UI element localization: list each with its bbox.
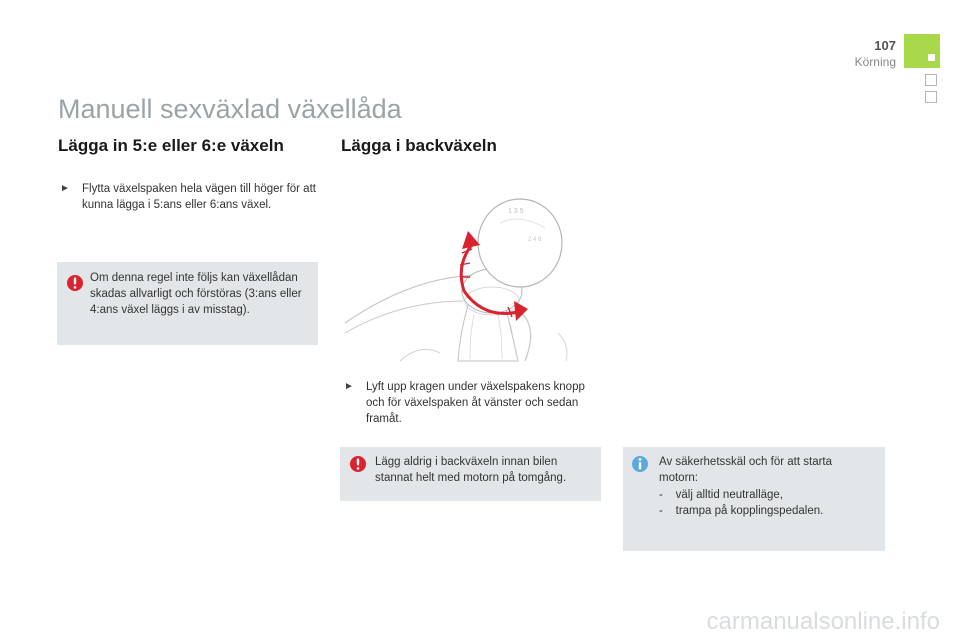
section-heading-5th-6th-gear: Lägga in 5:e eller 6:e växeln: [58, 136, 284, 155]
warning-icon: [67, 274, 83, 292]
watermark: carmanualsonline.info: [706, 608, 940, 635]
info-intro-text: Av säkerhetsskäl och för att starta motorn:: [659, 456, 833, 484]
bullet-text: Flytta växelspaken hela vägen till höger för att kunna lägga i 5:ans eller 6:ans växel.: [82, 183, 316, 211]
bullet-arrow-icon: ►: [344, 381, 354, 392]
svg-text:2 4 6: 2 4 6: [528, 237, 542, 243]
warning-text: Om denna regel inte följs kan växellådan skadas allvarligt och förstöras (3:ans eller 4:ans växel läggs i av misstag).: [90, 272, 302, 316]
info-list-item-text: trampa på kopplingspedalen.: [675, 505, 824, 517]
info-list-item-text: välj alltid neutralläge,: [675, 489, 784, 501]
info-list-item: - välj alltid neutralläge,: [659, 489, 784, 501]
bullet-arrow-icon: ►: [60, 183, 70, 194]
gear-lever-illustration: [340, 183, 590, 363]
bullet-5th-6th-gear: [60, 181, 322, 215]
page-title: Manuell sexväxlad växellåda: [58, 94, 402, 124]
warning-icon: [350, 455, 366, 473]
info-panel-engine-start: [623, 447, 885, 551]
chapter-tab[interactable]: [904, 34, 940, 68]
chapter-tab-marker: [928, 54, 935, 61]
chapter-tab-empty-1[interactable]: [925, 74, 937, 86]
section-name: Körning: [854, 55, 896, 69]
warning-panel-gear: [57, 262, 318, 345]
warning-text: Lägg aldrig i backväxeln innan bilen stannat helt med motorn på tomgång.: [375, 456, 567, 484]
info-icon: [632, 455, 648, 473]
info-list-item: - trampa på kopplingspedalen.: [659, 505, 824, 517]
svg-text:1 3 5: 1 3 5: [508, 208, 524, 215]
warning-panel-reverse: [340, 447, 601, 501]
page-number: 107: [874, 38, 896, 53]
bullet-reverse-gear: [344, 379, 606, 429]
bullet-text: Lyft upp kragen under växelspakens knopp och för växelspaken åt vänster och sedan framåt.: [366, 381, 585, 425]
section-heading-reverse-gear: Lägga i backväxeln: [341, 136, 497, 155]
chapter-tab-empty-2[interactable]: [925, 91, 937, 103]
